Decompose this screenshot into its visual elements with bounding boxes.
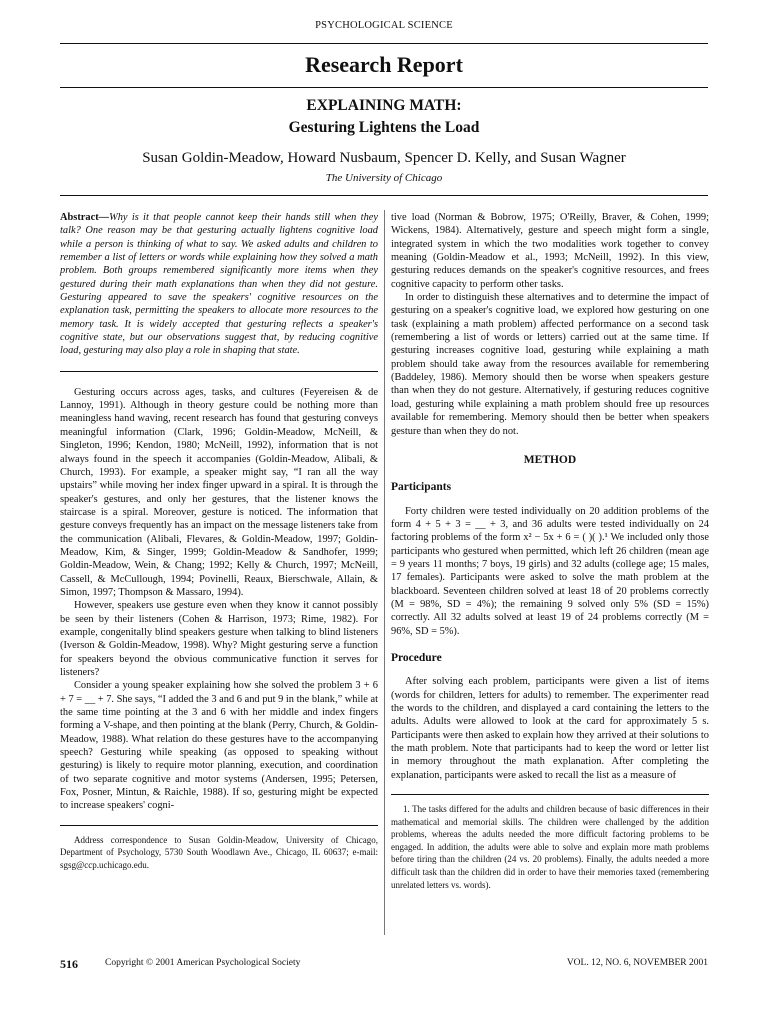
copyright: Copyright © 2001 American Psychological Society xyxy=(105,958,301,968)
participants-paragraph: Forty children were tested individually on 20 addition problems of the form 4 + 5 + 3 = __ + 3, and 36 adults were tested individually on 24 factoring problems of the form x² − 5x + 6 = ( )( ).¹ We included only those participants who gestured when permitted, which left 26 children (mean age = 9 years 11 months; 7 boys, 19 girls) and 32 adults (college age; 15 males, 17 females). Participants were asked to solve the math problem at the blackboard. Seventeen children solved at least 18 of 20 problems correctly (M = 98%, SD = 4%); the remaining 9 solved only 5% (SD = 15%) correctly. All 32 adults solved at least 19 of 24 problems correctly (M = 96%, SD = 5%). xyxy=(391,505,709,637)
abstract-text: Why is it that people cannot keep their hands still when they talk? One reason may be that gesturing actually lightens cognitive load while a person is thinking of what to say. We asked adults and children to remember a list of letters or words while explaining how they solved a math problem. Both groups remembered significantly more items when they gestured during their math explanations than when they did not gesture. Gesturing appeared to save the speakers' cognitive resources on the explanation task, permitting the speakers to allocate more resources to the memory task. It is widely accepted that gesturing reflects a speaker's cognitive state, but our observations suggest that, by reducing cognitive load, gesturing may also play a role in shaping that state. xyxy=(60,212,378,357)
left-column xyxy=(60,211,378,872)
intro-paragraph-5: In order to distinguish these alternatives and to determine the impact of gesturing on a speaker's cognitive load, we explored how gesturing on one task (explaining a math problem) affected performance on a second task (remembering a list of words or letters) carried out at the same time. If gesturing increases cognitive load, gesturing while explaining a math problem should take away from the resources available for remembering (Baddeley, 1986). Memory should then be worse when speakers gesture than when they do not gesture. Alternatively, if gesturing reduces cognitive load, gesturing while explaining a math problem should free up resources available for remembering. Memory should then be better when speakers gesture than when they do not. xyxy=(391,292,709,437)
abstract xyxy=(60,211,378,358)
intro-paragraph-4: tive load (Norman & Bobrow, 1975; O'Reilly, Braver, & Cohen, 1999; Wickens, 1984). Alternatively, gesture and speech might form a single, integrated system in which the two modalities work together to convey meaning (Goldin-Meadow et al., 1993; McNeill, 1992). In this view, gesturing reduces demands on the speaker's cognitive resources, and frees cognitive capacity to perform other tasks. xyxy=(391,212,709,290)
intro-paragraph-2: However, speakers use gesture even when they know it cannot possibly be seen by their listeners (Cohen & Harrison, 1973; Rime, 1982). For example, congenitally blind speakers gesture when talking to blind listeners (Iverson & Goldin-Meadow, 1998). Why? Might gesturing serve a function for speakers beyond the obvious communicative function it serves for listeners? xyxy=(60,600,378,678)
article-title-line1: EXPLAINING MATH: xyxy=(306,97,462,114)
procedure-heading: Procedure xyxy=(391,651,442,664)
intro-paragraph-3: Consider a young speaker explaining how she solved the problem 3 + 6 + 7 = __ + 7. She says, “I added the 3 and 6 and put 9 in the blank,” while at the same time pointing at the 3 and 6 with her middle and index fingers forming a V-shape, and then pointing at the blank (Perry, Church, & Goldin-Meadow, 1988). What relation do these gestures have to the accompanying speech? Gesturing while speaking (as opposed to speaking without gesturing) is likely to require motor planning, execution, and coordination of two separate cognitive and motor systems (Andersen, 1995; Petersen, Fox, Posner, Mintun, & Raichle, 1988). If so, gesturing might be expected to increase speakers' cogni- xyxy=(60,680,378,812)
right-column xyxy=(391,211,709,891)
affiliation: The University of Chicago xyxy=(325,172,443,184)
article-title xyxy=(0,95,768,139)
procedure-paragraph: After solving each problem, participants were given a list of items (words for children, letters for adults) to remember. The experimenter read the words to the children, and displayed a card containing the letters to the adults. Adults were allowed to look at the card for approximately 5 s. Participants were then asked to explain how they arrived at their solutions to the math problem. Note that participants had to keep the word or letter list in memory throughout the math explanation. After completing the explanation, participants were asked to recall the list as a measure of xyxy=(391,676,709,781)
participants-heading: Participants xyxy=(391,481,452,494)
intro-paragraph-1: Gesturing occurs across ages, tasks, and cultures (Feyereisen & de Lannoy, 1991). Although in theory gesture could be nothing more than meaningless hand waving, recent research has found that gesturing conveys meaningful information (Clark, 1996; Goldin-Meadow, McNeill, & Singleton, 1996; Kendon, 1980; McNeill, 1992), information that is not always found in the speech it accompanies (Goldin-Meadow, Alibali, & Church, 1993). For example, a speaker might say, “I ran all the way upstairs” while moving her index finger upward in a spiral. It is through the speaker's gestures, and only her gestures, that the listener knows the staircase is a spiral. Moreover, gesture is noticed. The information that gesture conveys frequently has an impact on the message listeners take from the communication (Alibali, Flevares, & Goldin-Meadow, 1997; Goldin-Meadow, Kim, & Singer, 1999; Goldin-Meadow & Sandhofer, 1999; Goldin-Meadow, Wein, & Chang; 1992; Kelly & Church, 1997; McNeill, Cassell, & McCullough, 1994; Povinelli, Reaux, Bierschwale, Allain, & Simon, 1997; Thompson & Massaro, 1994). xyxy=(60,386,378,598)
byline-rule xyxy=(60,195,708,196)
section-title: Research Report xyxy=(305,52,463,77)
correspondence-note: Address correspondence to Susan Goldin-Meadow, University of Chicago, Department of Psychology, 5730 South Woodlawn Ave., Chicago, IL 60637; e-mail: sgsg@ccp.uchicago.edu. xyxy=(60,834,378,870)
abstract-rule xyxy=(60,371,378,372)
column-divider xyxy=(384,210,385,935)
method-heading: METHOD xyxy=(523,453,577,466)
volume-info: VOL. 12, NO. 6, NOVEMBER 2001 xyxy=(566,958,708,968)
page-number: 516 xyxy=(60,957,78,971)
author-list: Susan Goldin-Meadow, Howard Nusbaum, Spencer D. Kelly, and Susan Wagner xyxy=(142,150,626,166)
header-rule xyxy=(60,43,708,44)
footnote-rule xyxy=(391,794,709,795)
abstract-lead: Abstract— xyxy=(60,212,110,223)
footnote-text: 1. The tasks differed for the adults and children because of basic differences in their mathematical and memorial skills. The children were challenged by the addition problems, whereas the adults needed the more difficult factoring problems to be engaged. In addition, the adults were able to solve and explain more math problems before tiring than the children (24 vs. 20 problems). Finally, the adults needed a more difficult task than the children did in order to have their memories taxed (remembering unrelated letters vs. words). xyxy=(391,804,709,890)
correspondence-rule xyxy=(60,825,378,826)
title-rule xyxy=(60,87,708,88)
footnote xyxy=(391,803,709,891)
article-title-line2: Gesturing Lightens the Load xyxy=(288,119,480,136)
journal-name: PSYCHOLOGICAL SCIENCE xyxy=(315,20,453,31)
